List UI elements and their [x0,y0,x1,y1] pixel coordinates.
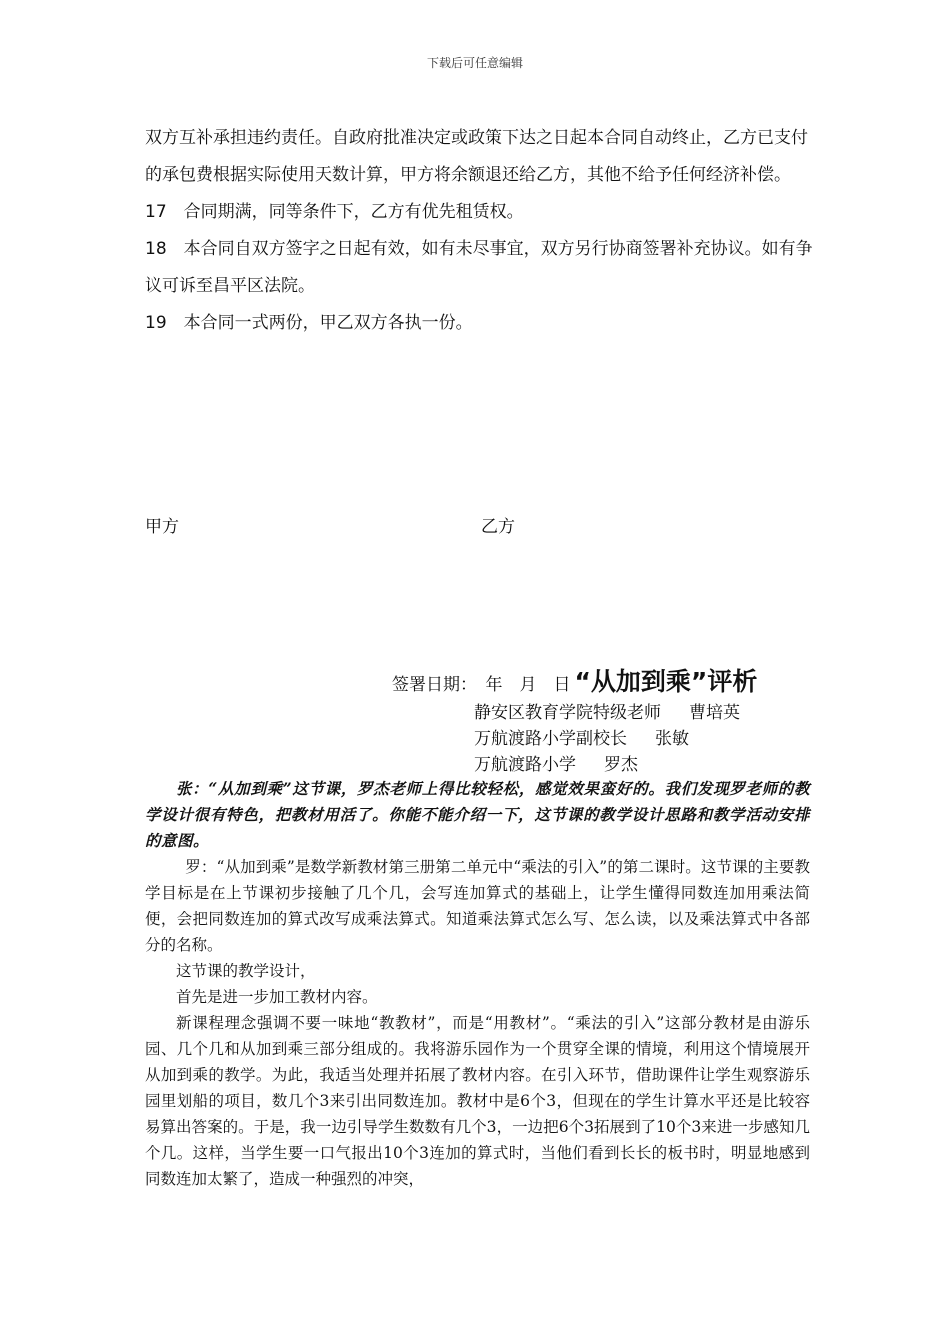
clause-18: 18 本合同自双方签字之日起有效，如有未尽事宜，双方另行协商签署补充协议。如有争议可诉至昌平区法院。 [145,239,813,296]
author-line [474,726,740,752]
party-b-label: 乙方 [481,517,515,537]
contract-paragraph: 双方互补承担违约责任。自政府批准决定或政策下达之日起本合同自动终止，乙方已支付的承包费根据实际使用天数计算，甲方将余额退还给乙方，其他不给予任何经济补偿。 [145,128,808,185]
article-title: “从加到乘”评析 [574,667,758,696]
party-a-label: 甲方 [145,517,179,537]
signing-date-label: 签署日期： 年 月 日 [392,675,571,695]
clause-19: 19 本合同一式两份，甲乙双方各执一份。 [145,313,473,333]
author-org: 万航渡路小学 [474,755,576,775]
author-line [474,752,740,778]
date-title-line [392,662,757,698]
author-name: 曹培英 [689,703,740,723]
author-name: 罗杰 [604,755,638,775]
design-step-one: 首先是进一步加工教材内容。 [176,988,378,1006]
dialogue-luo: 罗：“从加到乘”是数学新教材第三册第二单元中“乘法的引入”的第二课时。这节课的主要教学目标是在上节课初步接触了几个几，会写连加算式的基础上，让学生懂得同数连加用乘法简便，会把同数连加的算式改写成乘法算式。知道乘法算式怎么写、怎么读，以及乘法算式中各部分的名称。 [145,858,810,954]
contract-clauses [145,120,815,342]
author-org: 万航渡路小学副校长 [474,729,627,749]
author-line [474,700,740,726]
author-name: 张敏 [655,729,689,749]
clause-17: 17 合同期满，同等条件下，乙方有优先租赁权。 [145,202,524,222]
body-paragraph: 新课程理念强调不要一味地“教教材”，而是“用教材”。“乘法的引入”这部分教材是由游乐园、几个几和从加到乘三部分组成的。我将游乐园作为一个贯穿全课的情境，利用这个情境展开从加到乘的教学。为此，我适当处理并拓展了教材内容。在引入环节，借助课件让学生观察游乐园里划船的项目，数几个3来引出同数连加。教材中是6个3，但现在的学生计算水平还是比较容易算出答案的。于是，我一边引导学生数数有几个3，一边把6个3拓展到了10个3来进一步感知几个几。这样，当学生要一口气报出10个3连加的算式时，当他们看到长长的板书时，明显地感到同数连加太繁了，造成一种强烈的冲突， [145,1014,810,1188]
design-intro: 这节课的教学设计， [176,962,316,980]
article-body [145,776,810,1192]
page-header-note: 下载后可任意编辑 [426,56,523,70]
author-org: 静安区教育学院特级老师 [474,703,661,723]
dialogue-zhang: 张：“从加到乘”这节课，罗杰老师上得比较轻松，感觉效果蛮好的。我们发现罗老师的教学设计很有特色，把教材用活了。你能不能介绍一下，这节课的教学设计思路和教学活动安排的意图。 [145,779,810,850]
author-list [474,700,740,778]
